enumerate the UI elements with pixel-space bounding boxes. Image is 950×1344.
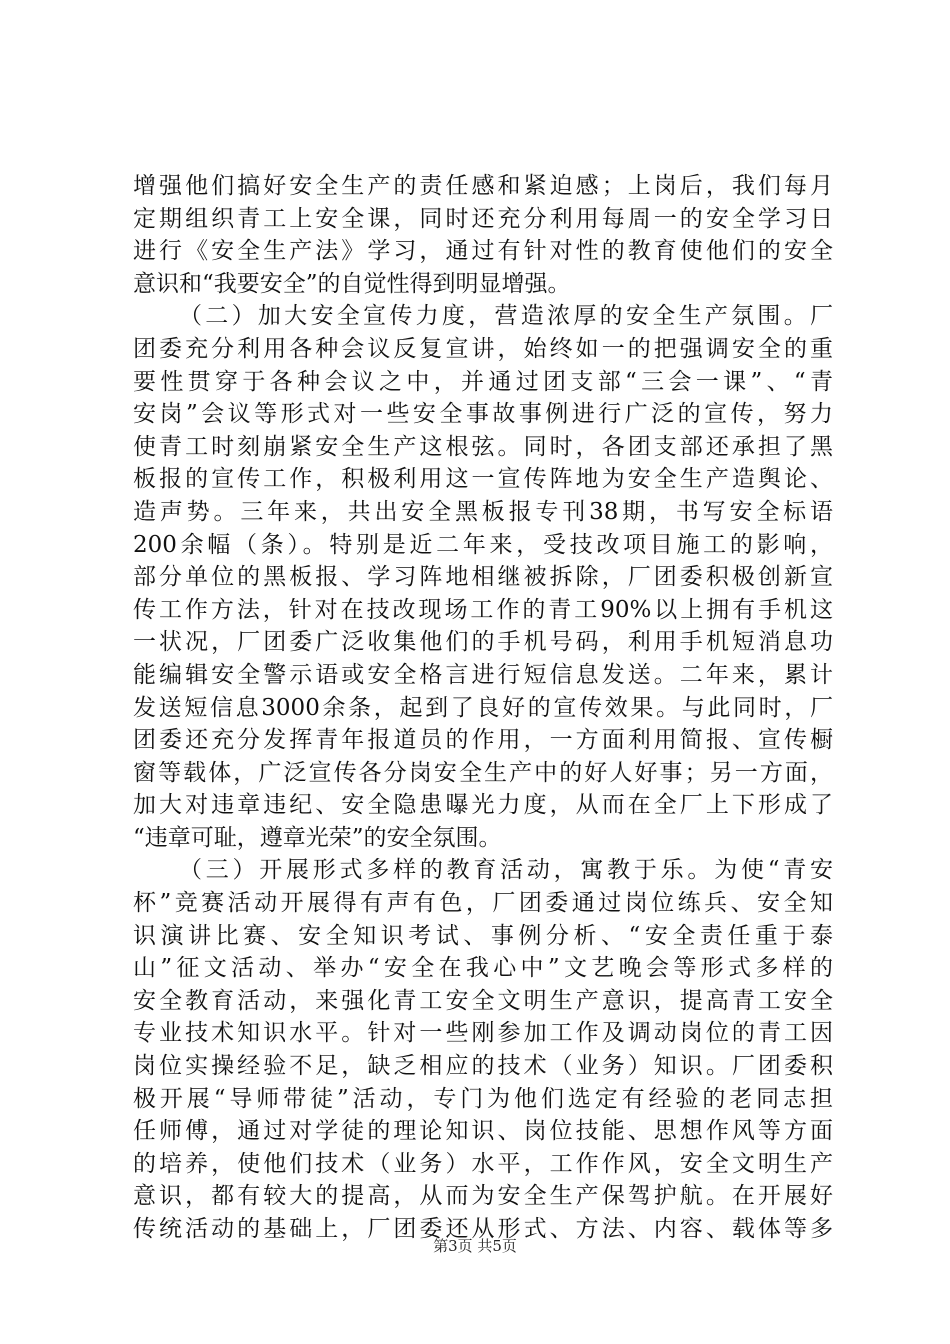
text-line: 定期组织青工上安全课，同时还充分利用每周一的安全学习日 (133, 205, 833, 232)
text-line: 团委还充分发挥青年报道员的作用，一方面利用简报、宣传橱 (133, 727, 833, 754)
text-line: 发送短信息3000余条，起到了良好的宣传效果。与此同时，厂 (133, 694, 833, 721)
text-line: 山”征文活动、举办“安全在我心中”文艺晚会等形式多样的 (133, 955, 833, 982)
text-line: 200余幅（条）。特别是近二年来，受技改项目施工的影响， (133, 531, 833, 558)
text-line: 板报的宣传工作，积极利用这一宣传阵地为安全生产造舆论、 (133, 466, 833, 493)
text-line: “违章可耻，遵章光荣”的安全氛围。 (133, 824, 502, 851)
text-line: 传工作方法，针对在技改现场工作的青工90%以上拥有手机这 (133, 596, 833, 623)
text-line: 增强他们搞好安全生产的责任感和紧迫感；上岗后，我们每月 (133, 173, 833, 199)
text-line: 加大对违章违纪、安全隐患曝光力度，从而在全厂上下形成了 (133, 792, 833, 819)
text-line: 部分单位的黑板报、学习阵地相继被拆除，厂团委积极创新宣 (133, 564, 833, 591)
text-line: 的培养，使他们技术（业务）水平，工作作风，安全文明生产 (133, 1150, 833, 1177)
text-line: 意识和“我要安全”的自觉性得到明显增强。 (133, 270, 571, 297)
text-line: 要性贯穿于各种会议之中，并通过团支部“三会一课”、“青 (133, 368, 833, 395)
page-footer: 第3页 共5页 (433, 1237, 517, 1255)
text-line: 传统活动的基础上，厂团委还从形式、方法、内容、载体等多 (133, 1216, 833, 1242)
text-line: 意识，都有较大的提高，从而为安全生产保驾护航。在开展好 (133, 1183, 833, 1210)
text-line: 识演讲比赛、安全知识考试、事例分析、“安全责任重于泰 (133, 922, 833, 949)
text-line: 专业技术知识水平。针对一些刚参加工作及调动岗位的青工因 (133, 1020, 833, 1047)
text-line: 岗位实操经验不足，缺乏相应的技术（业务）知识。厂团委积 (133, 1053, 833, 1080)
text-line: 安岗”会议等形式对一些安全事故事例进行广泛的宣传，努力 (133, 401, 833, 428)
text-line: 一状况，厂团委广泛收集他们的手机号码，利用手机短消息功 (133, 629, 833, 656)
text-line: 杯”竞赛活动开展得有声有色，厂团委通过岗位练兵、安全知 (133, 890, 833, 917)
text-line: 造声势。三年来，共出安全黑板报专刊38期，书写安全标语 (133, 498, 833, 525)
paragraph-heading-2: （二）加大安全宣传力度，营造浓厚的安全生产氛围。厂 (179, 303, 833, 330)
text-line: 窗等载体，广泛宣传各分岗安全生产中的好人好事；另一方面， (133, 759, 833, 786)
text-line: 使青工时刻崩紧安全生产这根弦。同时，各团支部还承担了黑 (133, 433, 833, 460)
body-text (133, 170, 833, 1246)
text-line: 能编辑安全警示语或安全格言进行短信息发送。二年来，累计 (133, 661, 833, 688)
text-line: 极开展“导师带徒”活动，专门为他们选定有经验的老同志担 (133, 1085, 833, 1112)
text-line: 进行《安全生产法》学习，通过有针对性的教育使他们的安全 (133, 238, 833, 265)
paragraph-heading-3: （三）开展形式多样的教育活动，寓教于乐。为使“青安 (179, 857, 833, 884)
text-line: 团委充分利用各种会议反复宣讲，始终如一的把强调安全的重 (133, 335, 833, 362)
text-line: 任师傅，通过对学徒的理论知识、岗位技能、思想作风等方面 (133, 1118, 833, 1145)
text-line: 安全教育活动，来强化青工安全文明生产意识，提高青工安全 (133, 987, 833, 1014)
